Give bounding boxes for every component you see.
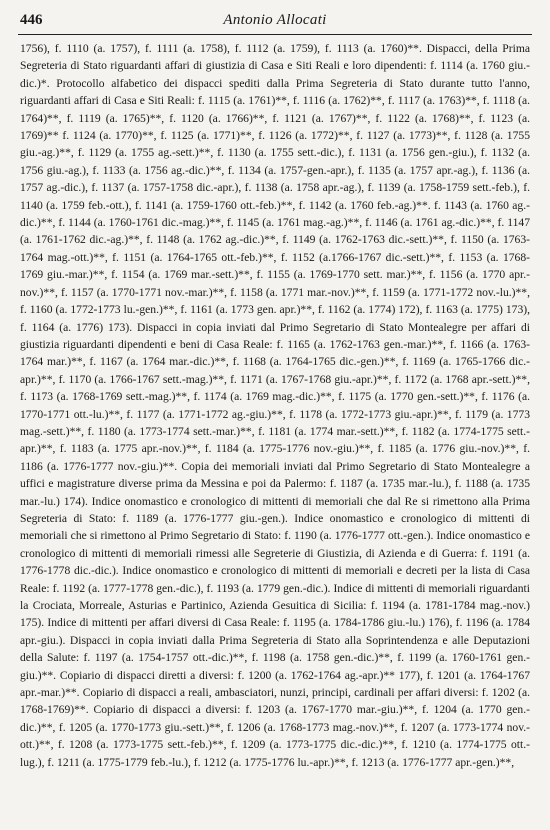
running-title: Antonio Allocati bbox=[223, 12, 327, 28]
body-paragraph: 1756), f. 1110 (a. 1757), f. 1111 (a. 1758), f. 1112 (a. 1759), f. 1113 (a. 1760)**. Dispacci, della Prima Segreteria di Stato riguardanti affari di giustizia di Casa e Siti Reali e loro dipendenti: f. 1114 (a. 1760 giu.-dic.)*. Protocollo alfabetico dei dispacci spediti dalla Prima Segreteria di Stato durante tutto l'anno, riguardanti affari di Casa e Siti Reali: f. 1115 (a. 1761)**, f. 1116 (a. 1762)**, f. 1117 (a. 1763)**, f. 1118 (a. 1764)**, f. 1119 (a. 1765)**, f. 1120 (a. 1766)**, f. 1121 (a. 1767)**, f. 1122 (a. 1768)**, f. 1123 (a. 1769)** f. 1124 (a. 1770)**, f. 1125 (a. 1771)**, f. 1126 (a. 1772)**, f. 1127 (a. 1773)**, f. 1128 (a. 1755 giu.-ag.)**, f. 1129 (a. 1755 ag.-sett.)**, f. 1130 (a. 1755 sett.-dic.), f. 1131 (a. 1756 gen.-giu.), f. 1132 (a. 1756 giu.-ag.), f. 1133 (a. 1756 ag.-dic.)**, f. 1134 (a. 1757-gen.-apr.), f. 1135 (a. 1757 apr.-ag.), f. 1136 (a. 1757 ag.-dic.), f. 1137 (a. 1757-1758 dic.-apr.), f. 1138 (a. 1758 apr.-ag.), f. 1139 (a. 1758-1759 sett.-feb.), f. 1140 (a. 1759 feb.-ott.), f. 1141 (a. 1759-1760 ott.-feb.)**, f. 1142 (a. 1760 feb.-ag.)**. f. 1143 (a. 1760 ag.-dic.)**, f. 1144 (a. 1760-1761 dic.-mag.)**, f. 1145 (a. 1761 mag.-ag.)**, f. 1146 (a. 1761 ag.-dic.)**, f. 1147 (a. 1761-1762 dic.-ag.)**, f. 1148 (a. 1762 ag.-dic.)**, f. 1149 (a. 1762-1763 dic.-sett.)**, f. 1150 (a. 1763-1764 mag.-ott.)**, f. 1151 (a. 1764-1765 ott.-feb.)**, f. 1152 (a.1766-1767 dic.-sett.)**, f. 1153 (a. 1768-1769 giu.-mar.)**, f. 1154 (a. 1769 mar.-sett.)**, f. 1155 (a. 1769-1770 sett. mar.)**, f. 1156 (a. 1770 apr.-nov.)**, f. 1157 (a. 1770-1771 nov.-mar.)**, f. 1158 (a. 1771 mar.-nov.)**, f. 1159 (a. 1771-1772 nov.-lu.)**, f. 1160 (a. 1772-1773 lu.-gen.)**, f. 1161 (a. 1773 gen. apr.)**, f. 1162 (a. 1774) 172), f. 1163 (a. 1775) 173), f. 1164 (a. 1776) 173). Dispacci in copia inviati dal Primo Segretario di Stato Montealegre per affari di giustizia riguardanti dipendenti e beni di Casa Reale: f. 1165 (a. 1762-1763 gen.-mar.)**, f. 1166 (a. 1763-1764 mar.)**, f. 1167 (a. 1764 mar.-dic.)**, f. 1168 (a. 1764-1765 dic.-gen.)**, f. 1169 (a. 1765-1766 dic.-apr.)**, f. 1170 (a. 1766-1767 sett.-mag.)**, f. 1171 (a. 1767-1768 giu.-apr.)**, f. 1172 (a. 1768 apr.-sett.)**, f. 1173 (a. 1768-1769 sett.-mag.)**, f. 1174 (a. 1769 mag.-dic.)**, f. 1175 (a. 1770 gen.-sett.)**, f. 1176 (a. 1770-1771 ott.-lu.)**, f. 1177 (a. 1771-1772 ag.-giu.)**, f. 1178 (a. 1772-1773 giu.-apr.)**, f. 1179 (a. 1773 mag.-sett.)**, f. 1180 (a. 1773-1774 sett.-mar.)**, f. 1181 (a. 1774 mar.-sett.)**, f. 1182 (a. 1774-1775 sett.-apr.)**, f. 1183 (a. 1775 apr.-nov.)**, f. 1184 (a. 1775-1776 nov.-giu.)**, f. 1185 (a. 1776 giu.-nov.)**, f. 1186 (a. 1776-1777 nov.-giu.)**. Copia dei memoriali inviati dal Primo Segretario di Stato Montealegre a uffici e magistrature diverse prima da Messina e poi da Palermo: f. 1187 (a. 1735 mar.-lu.), f. 1188 (a. 1735 mar.-lu.) 174). Indice onomastico e cronologico di mittenti di memoriali che dal Re si rimettono alla Prima Segreteria di Stato: f. 1189 (a. 1776-1777 giu.-gen.). Indice onomastico e cronologico di mittenti di memoriali che si rimettono al Primo Segretario di Stato: f. 1190 (a. 1776-1777 ott.-gen.). Indice onomastico e cronologico di mittenti di memoriali rimessi alle Segreterie di Giustizia, di Azienda e di Guerra: f. 1191 (a. 1776-1778 dic.-dic.). Indice onomastico e cronologico di mittenti di memoriali e decreti per la lista di Casa Reale: f. 1192 (a. 1777-1778 gen.-dic.), f. 1193 (a. 1779 gen.-dic.). Indice di mittenti di memoriali riguardanti la Crociata, Morreale, Asturias e Partinico, Azienda Gesuitica di Sicilia: f. 1194 (a. 1781-1784 mag.-nov.) 175). Indice di mittenti per affari diversi di Casa Reale: f. 1195 (a. 1784-1786 giu.-lu.) 176), f. 1196 (a. 1784 apr.-giu.). Dispacci in copia inviati dalla Prima Segreteria di Stato alla Soprintendenza e alle Deputazioni della Salute: f. 1197 (a. 1754-1757 ott.-dic.)**, f. 1198 (a. 1758 gen.-dic.)**, f. 1199 (a. 1760-1761 gen.-giu.)**. Copiario di dispacci diretti a diversi: f. 1200 (a. 1762-1764 ag.-apr.)** 177), f. 1201 (a. 1764-1767 apr.-mar.)**. Copiario di dispacci a reali, ambasciatori, nunzi, principi, cardinali per affari diversi: f. 1202 (a. 1768-1769)**. Copiario di dispacci a diversi: f. 1203 (a. 1767-1770 mar.-giu.)**, f. 1204 (a. 1770 gen.-dic.)**, f. 1205 (a. 1770-1773 giu.-sett.)**, f. 1206 (a. 1768-1773 mag.-nov.)**, f. 1207 (a. 1773-1774 nov.-ott.)**, f. 1208 (a. 1773-1775 sett.-feb.)**, f. 1209 (a. 1773-1775 dic.-dic.)**, f. 1210 (a. 1774-1775 ott.-lug.), f. 1211 (a. 1775-1779 feb.-lu.), f. 1212 (a. 1775-1776 lu.-apr.)**, f. 1213 (a. 1776-1777 apr.-gen.)**, bbox=[20, 42, 530, 769]
page-number: 446 bbox=[20, 12, 43, 28]
running-head bbox=[18, 12, 532, 35]
